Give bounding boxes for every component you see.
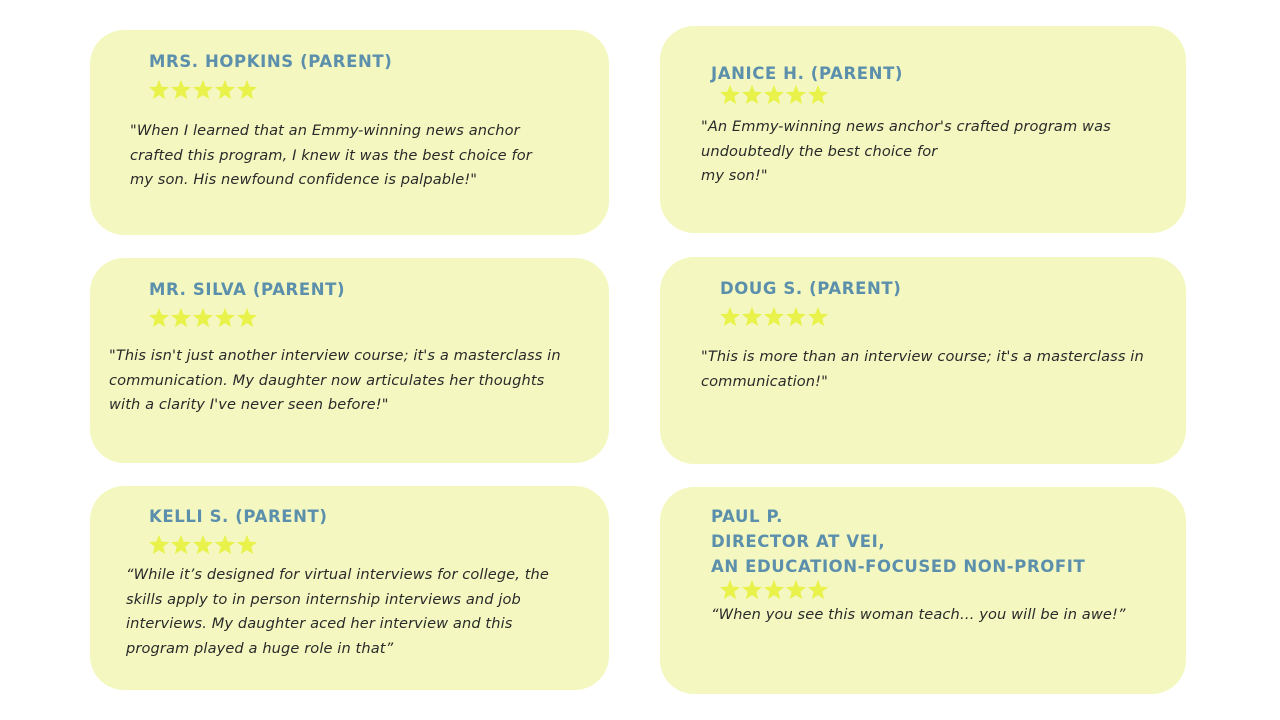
star-icon [741,306,763,327]
reviewer-name [711,504,1085,579]
star-icon [192,79,214,100]
quote-line: "This is more than an interview course; it's a masterclass in [701,348,1144,365]
star-icon [214,307,236,328]
star-icon [719,84,741,105]
star-icon [719,579,741,600]
reviewer-name-line: JANICE H. (PARENT) [711,64,904,83]
reviewer-name-line: MR. SILVA (PARENT) [149,280,346,299]
star-icon [763,84,785,105]
testimonial-card-silva [90,258,609,463]
quote-line: crafted this program, I knew it was the best choice for [130,146,532,164]
star-icon [741,84,763,105]
quote-line: program played a huge role in that” [126,639,394,657]
star-icon [807,579,829,600]
star-icon [785,579,807,600]
star-icon [807,306,829,327]
star-icon [170,307,192,328]
quote-line: communication. My daughter now articulates her thoughts [109,371,545,389]
testimonial-quote [109,344,561,418]
reviewer-name-line: KELLI S. (PARENT) [149,507,328,526]
reviewer-name [711,61,903,86]
star-icon [719,306,741,327]
quote-line: my son. His newfound confidence is palpable!" [130,171,478,188]
quote-line: “When you see this woman teach… you will be in awe!” [711,606,1126,623]
star-rating [148,307,258,328]
quote-line: "When I learned that an Emmy-winning news anchor [130,122,520,139]
star-icon [192,534,214,555]
reviewer-name [149,277,345,302]
star-icon [807,84,829,105]
quote-line: my son!" [701,167,768,184]
quote-line: skills apply to in person internship interviews and job [126,590,521,608]
star-icon [763,306,785,327]
star-icon [148,79,170,100]
testimonial-quote [711,603,1126,628]
star-icon [763,579,785,600]
reviewer-name [149,504,328,529]
star-icon [785,84,807,105]
star-icon [236,79,258,100]
star-icon [170,534,192,555]
testimonial-quote [130,119,532,193]
quote-line: "This isn't just another interview course; it's a masterclass in [109,347,561,364]
testimonial-card-paul [660,487,1186,694]
star-icon [785,306,807,327]
star-rating [719,84,829,105]
quote-line: interviews. My daughter aced her interview and this [126,615,513,632]
star-icon [236,534,258,555]
reviewer-name-line: DOUG S. (PARENT) [720,279,902,298]
reviewer-name [149,49,392,74]
testimonial-card-hopkins [90,30,609,235]
reviewer-name-line: PAUL P. [711,507,784,526]
testimonial-quote [701,115,1111,189]
star-rating [148,534,258,555]
quote-line: communication!" [701,372,828,390]
testimonial-card-kelli [90,486,609,690]
reviewer-title-line: DIRECTOR AT VEI, [711,532,886,551]
testimonial-card-janice [660,26,1186,233]
star-icon [214,79,236,100]
quote-line: with a clarity I've never seen before!" [109,396,389,413]
testimonial-quote [701,345,1144,394]
star-icon [214,534,236,555]
quote-line: undoubtedly the best choice for [701,142,938,160]
quote-line: "An Emmy-winning news anchor's crafted program was [701,118,1111,135]
reviewer-organization-line: AN EDUCATION-FOCUSED NON-PROFIT [711,557,1086,576]
star-rating [719,579,829,600]
star-rating [148,79,258,100]
reviewer-name-line: MRS. HOPKINS (PARENT) [149,52,393,71]
star-icon [170,79,192,100]
star-icon [192,307,214,328]
star-icon [236,307,258,328]
testimonial-quote [126,563,549,661]
star-icon [148,534,170,555]
testimonial-card-doug [660,257,1186,464]
star-icon [741,579,763,600]
star-icon [148,307,170,328]
star-rating [719,306,829,327]
quote-line: “While it’s designed for virtual interviews for college, the [126,566,549,583]
reviewer-name [720,276,901,301]
